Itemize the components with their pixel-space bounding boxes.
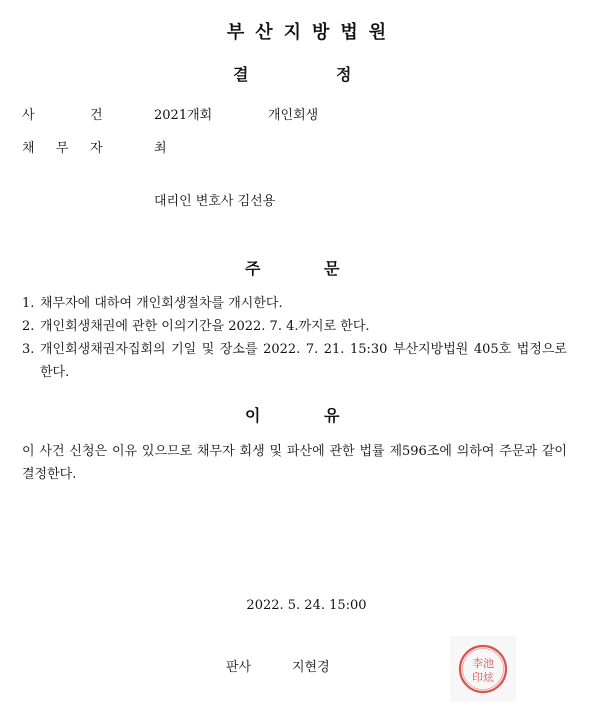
reason-heading-char-2: 유: [324, 406, 340, 425]
case-label-char-1: 사: [22, 108, 35, 123]
doc-type-char-1: 결: [233, 65, 249, 84]
reason-text: 이 사건 신청은 이유 있으므로 채무자 회생 및 파산에 관한 법률 제596조에 의하여 주문과 같이 결정한다.: [22, 444, 567, 482]
doc-type-char-2: 정: [336, 65, 352, 84]
reason-heading-char-1: 이: [245, 406, 261, 425]
case-name: 개인회생: [268, 108, 319, 123]
svg-text:印炫: 印炫: [472, 671, 494, 684]
agent-attorney: 대리인 변호사 김선용: [154, 194, 276, 209]
judge-title: 판사: [226, 660, 252, 675]
svg-text:李池: 李池: [472, 657, 494, 670]
order-item-text: 채무자에 대하여 개인회생절차를 개시한다.: [40, 296, 283, 311]
case-number: 2021개회: [154, 108, 213, 123]
order-heading-char-1: 주: [245, 259, 261, 278]
order-item-text: 개인회생채권에 관한 이의기간을 2022. 7. 4.까지로 한다.: [40, 319, 370, 334]
court-name: 부산지방법원: [226, 22, 398, 43]
order-item-number: 2.: [22, 319, 35, 334]
order-item-text: 개인회생채권자집회의 기일 및 장소를 2022. 7. 21. 15:30 부산지방법원 405호 법정으로 한다.: [40, 342, 567, 380]
order-item-1: [22, 292, 567, 315]
order-item-2: [22, 315, 567, 338]
order-heading-char-2: 문: [324, 259, 340, 278]
order-item-number: 3.: [22, 342, 35, 357]
decision-datetime: 2022. 5. 24. 15:00: [246, 598, 367, 613]
debtor-label-char-3: 자: [90, 141, 103, 156]
debtor-label-char-2: 무: [56, 141, 69, 156]
judge-seal: [450, 636, 516, 702]
judge-name: 지현경: [292, 660, 330, 675]
debtor-label-char-1: 채: [22, 141, 35, 156]
order-list: [22, 292, 567, 384]
seal-stamp-icon: [450, 636, 516, 702]
case-label-char-2: 건: [90, 108, 103, 123]
order-item-number: 1.: [22, 296, 35, 311]
order-item-3: [22, 338, 567, 384]
debtor-name: 최: [154, 141, 167, 156]
